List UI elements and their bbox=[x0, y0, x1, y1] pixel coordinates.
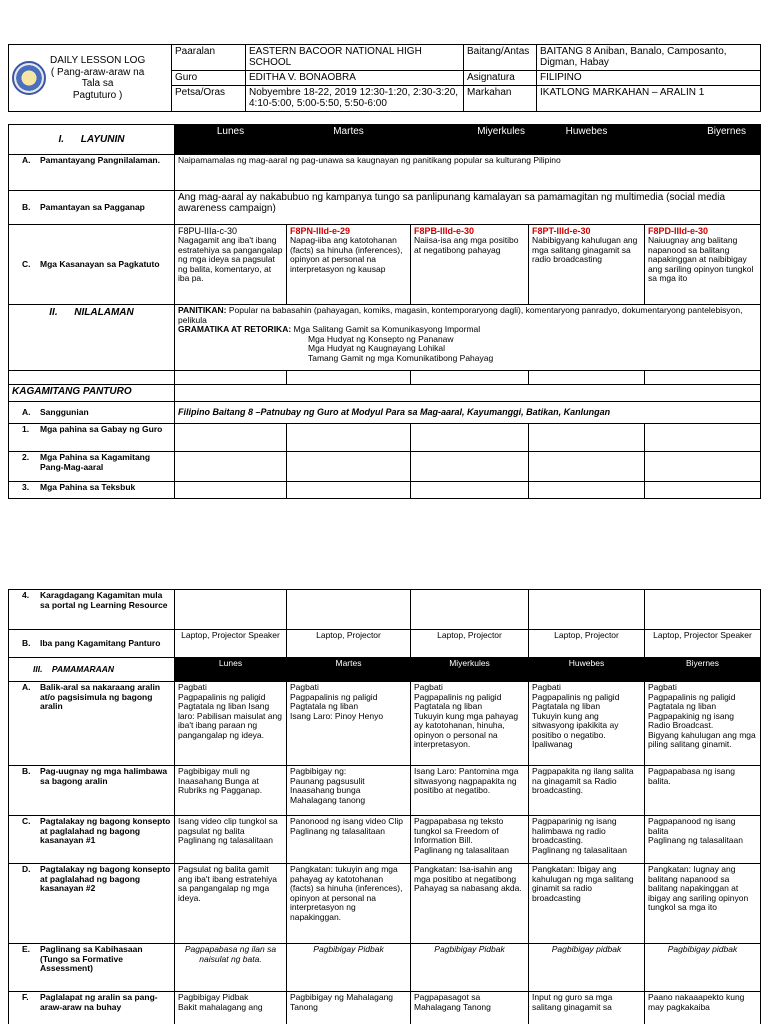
competency-text: Naiisa-isa ang mga positibo at negatibong pahayag bbox=[414, 235, 519, 255]
procedure-cell: Isang video clip tungkol sa pagsulat ng balita Paglinang ng talasalitaan bbox=[175, 816, 287, 864]
quarter-value: IKATLONG MARKAHAN – ARALIN 1 bbox=[537, 85, 761, 111]
paglinang-label bbox=[9, 944, 175, 992]
item-letter: F. bbox=[22, 992, 29, 1002]
empty-cell bbox=[287, 590, 411, 630]
procedure-cell: Pagbati Pagpapalinis ng paligid Pagtatala ng liban Pagpapakinig ng isang Radio Broadcast. Bigyang kahulugan ang mga piling salitang ginamit. bbox=[645, 682, 761, 766]
item-number: 4. bbox=[22, 590, 30, 600]
item-text: Mga pahina sa Gabay ng Guro bbox=[40, 424, 163, 434]
teacher-label: Guro bbox=[172, 71, 246, 86]
item-text: Iba pang Kagamitang Panturo bbox=[40, 637, 161, 648]
item-letter: C. bbox=[22, 816, 31, 826]
competency-code: F8PD-IIId-e-30 bbox=[648, 226, 709, 236]
empty-cell bbox=[175, 371, 287, 385]
item-letter: B. bbox=[22, 766, 31, 776]
procedure-cell: Isang Laro: Pantomina mga sitwasyong nagpapakita ng positibo at negatibo. bbox=[411, 766, 529, 816]
materials-biyernes: Laptop, Projector Speaker bbox=[645, 630, 761, 658]
iba-pang-kagamitan-label bbox=[9, 630, 175, 658]
procedure-cell: Pagbati Pagpapalinis ng paligid Pagtatala ng liban Isang Laro: Pinoy Henyo bbox=[287, 682, 411, 766]
day-header-miyerkules-2: Miyerkules bbox=[411, 658, 529, 682]
subject-label: Asignatura bbox=[464, 71, 537, 86]
section-pamamaraan bbox=[9, 658, 175, 682]
teksbuk-label bbox=[9, 482, 175, 499]
kagamitang-panturo-title: KAGAMITANG PANTURO bbox=[9, 385, 175, 402]
item-number: 1. bbox=[22, 424, 30, 434]
empty-cell bbox=[411, 452, 529, 482]
section-layunin-number: I. bbox=[58, 133, 65, 145]
gramatika-line-4: Tamang Gamit ng mga Komunikatibong Pahayag bbox=[308, 352, 494, 363]
procedure-cell: Pagbati Pagpapalinis ng paligid Pagtatala ng liban Tukuyin kung ang sitwasyong ipakikita ay positibo o negatibo. Ipaliwanag bbox=[529, 682, 645, 766]
empty-cell bbox=[175, 424, 287, 452]
procedure-cell: Pangkatan: tukuyin ang mga pahayag ay katotohanan (facts) sa hinuha (inferences), opinyon at personal na interpretasyon ng napakinggan. bbox=[287, 864, 411, 944]
procedure-cell: Pagbibigay muli ng Inaasahang Bunga at Rubriks ng Pagganap. bbox=[175, 766, 287, 816]
item-text: Paglalapat ng aralin sa pang-araw-araw na buhay bbox=[40, 992, 158, 1012]
teacher-value: EDITHA V. BONAOBRA bbox=[246, 71, 464, 86]
pamantayang-pangnilalaman-value: Naipamamalas ng mag-aaral ng pag-unawa sa kaugnayan ng panitikang popular sa kulturang Pilipino bbox=[175, 155, 761, 191]
item-letter: D. bbox=[22, 864, 31, 874]
empty-cell bbox=[175, 452, 287, 482]
procedure-cell: Paano nakaaapekto kung may pagkakaiba bbox=[645, 992, 761, 1024]
procedure-row-d bbox=[9, 864, 761, 944]
procedure-cell: Pagpaparinig ng isang halimbawa ng radio broadcasting. Paglinang ng talasalitaan bbox=[529, 816, 645, 864]
pamantayan-sa-pagganap-value: Ang mag-aaral ay nakabubuo ng kampanya tungo sa panlipunang kamalayan sa pamamagitan ng multimedia (social media awareness campaign) bbox=[175, 191, 761, 225]
empty-cell bbox=[529, 424, 645, 452]
school-label: Paaralan bbox=[172, 45, 246, 71]
competency-text: Nagagamit ang iba't ibang estratehiya sa pangangalap ng mga ideya sa pagsulat ng balita, komentaryo, at iba pa. bbox=[178, 235, 283, 284]
procedure-cell: Pagpapabasa ng isang balita. bbox=[645, 766, 761, 816]
lesson-table-page2 bbox=[8, 589, 761, 1024]
procedure-cell: Pagbibigay pidbak bbox=[645, 944, 761, 992]
kasanayan-lunes bbox=[175, 225, 287, 305]
kasanayan-miyerkules bbox=[411, 225, 529, 305]
section-pamamaraan-number: III. bbox=[33, 663, 43, 674]
empty-cell bbox=[645, 371, 761, 385]
procedure-cell: Pagbibigay ng: Paunang pagsusulit Inaasahang bunga Mahalagang tanong bbox=[287, 766, 411, 816]
item-number: 3. bbox=[22, 482, 30, 492]
nilalaman-value bbox=[175, 305, 761, 371]
competency-code: F8PU-IIIa-c-30 bbox=[178, 226, 238, 236]
section-nilalaman-number: II. bbox=[49, 307, 58, 318]
item-letter: B. bbox=[22, 201, 31, 212]
procedure-cell: Pagbati Pagpapalinis ng paligid Pagtatala ng liban Tukuyin kung mga pahayag ay katotohanan, hinuha, opinyon o personal na interpretasyon. bbox=[411, 682, 529, 766]
gramatika-line-3: Mga Hudyat ng Kaugnayang Lohikal bbox=[308, 343, 446, 354]
pamantayan-sa-pagganap-label bbox=[9, 191, 175, 225]
item-text: Sanggunian bbox=[40, 406, 89, 417]
procedure-cell: Input ng guro sa mga salitang ginagamit sa bbox=[529, 992, 645, 1024]
procedure-cell: Pangkatan: Iugnay ang balitang napanood sa balitang napakinggan at ibigay ang sariling opinyon tungkol sa mga ito bbox=[645, 864, 761, 944]
empty-cell bbox=[175, 590, 287, 630]
grade-label: Baitang/Antas bbox=[464, 45, 537, 71]
day-header-biyernes: Biyernes bbox=[645, 125, 761, 155]
item-letter: C. bbox=[22, 258, 31, 269]
section-layunin-title: LAYUNIN bbox=[80, 133, 125, 145]
kasanayan-biyernes bbox=[645, 225, 761, 305]
kasanayan-huwebes bbox=[529, 225, 645, 305]
materials-miyerkules: Laptop, Projector bbox=[411, 630, 529, 658]
item-letter: B. bbox=[22, 637, 31, 648]
day-header-miyerkules: Miyerkules bbox=[411, 125, 529, 155]
section-nilalaman-title: NILALAMAN bbox=[74, 307, 134, 318]
procedure-row-f bbox=[9, 992, 761, 1024]
section-pamamaraan-title: PAMAMARAAN bbox=[51, 663, 115, 674]
day-header-huwebes: Huwebes bbox=[529, 125, 645, 155]
procedure-cell: Pagbibigay Pidbak Bakit mahalagang ang bbox=[175, 992, 287, 1024]
procedure-cell: Pagbibigay ng Mahalagang Tanong bbox=[287, 992, 411, 1024]
section-layunin bbox=[9, 125, 175, 155]
item-text: Balik-aral sa nakaraang aralin at/o pagsisimula ng bagong aralin bbox=[40, 682, 161, 712]
procedure-cell: Pagbibigay pidbak bbox=[529, 944, 645, 992]
grade-value: BAITANG 8 Aniban, Banalo, Camposanto, Digman, Habay bbox=[537, 45, 761, 71]
materials-huwebes: Laptop, Projector bbox=[529, 630, 645, 658]
empty-cell bbox=[645, 424, 761, 452]
procedure-cell: Pagbati Pagpapalinis ng paligid Pagtatala ng liban Isang laro: Pabilisan maisulat ang iba't ibang paraan ng pangangalap ng ideya. bbox=[175, 682, 287, 766]
panitikan-text: Popular na babasahin (pahayagan, komiks, magasin, kontemporaryong dagli), komentaryong panradyo, dokumentaryong pantelebisyon, pelikula bbox=[178, 305, 743, 325]
procedure-row-e bbox=[9, 944, 761, 992]
item-letter: E. bbox=[22, 944, 31, 954]
balik-aral-label bbox=[9, 682, 175, 766]
materials-lunes: Laptop, Projector Speaker bbox=[175, 630, 287, 658]
log-subtitle-2: Tala sa bbox=[81, 78, 114, 89]
school-value: EASTERN BACOOR NATIONAL HIGH SCHOOL bbox=[246, 45, 464, 71]
procedure-cell: Pagsulat ng balita gamit ang iba't ibang estratehiya sa pangangalap ng mga ideya. bbox=[175, 864, 287, 944]
empty-cell bbox=[529, 590, 645, 630]
item-text: Pag-uugnay ng mga halimbawa sa bagong aralin bbox=[40, 766, 168, 786]
procedure-cell: Pagbibigay Pidbak bbox=[411, 944, 529, 992]
item-text: Mga Pahina sa Teksbuk bbox=[40, 482, 136, 492]
empty-cell bbox=[529, 482, 645, 499]
empty-cell bbox=[9, 371, 175, 385]
day-header-martes-2: Martes bbox=[287, 658, 411, 682]
item-letter: A. bbox=[22, 406, 31, 417]
header-table bbox=[8, 44, 761, 112]
empty-cell bbox=[411, 424, 529, 452]
gramatika-line-2: Mga Hudyat ng Konsepto ng Pananaw bbox=[308, 333, 454, 344]
subject-value: FILIPINO bbox=[537, 71, 761, 86]
competency-code: F8PT-IIId-e-30 bbox=[532, 226, 591, 236]
procedure-cell: Pangkatan: Ibigay ang kahulugan ng mga salitang ginamit sa radio broadcasting bbox=[529, 864, 645, 944]
gramatika-line-1: Mga Salitang Gamit sa Komunikasyong Impormal bbox=[291, 324, 481, 335]
sanggunian-label bbox=[9, 402, 175, 424]
item-text: Mga Kasanayan sa Pagkatuto bbox=[40, 258, 160, 269]
procedure-cell: Pagpapanood ng isang balita Paglinang ng talasalitaan bbox=[645, 816, 761, 864]
empty-cell bbox=[645, 452, 761, 482]
pagtalakay-1-label bbox=[9, 816, 175, 864]
log-subtitle-3: Pagtuturo ) bbox=[72, 89, 123, 101]
sanggunian-value: Filipino Baitang 8 –Patnubay ng Guro at Modyul Para sa Mag-aaral, Kayumanggi, Batikan, Kanlungan bbox=[175, 402, 761, 424]
empty-cell bbox=[411, 371, 529, 385]
competency-text: Nabibigyang kahulugan ang mga salitang ginagamit sa radio broadcasting bbox=[532, 235, 638, 265]
empty-cell bbox=[287, 452, 411, 482]
kagamitang-mag-aaral-label bbox=[9, 452, 175, 482]
karagdagang-kagamitan-label bbox=[9, 590, 175, 630]
competency-code: F8PN-IIId-e-29 bbox=[290, 226, 351, 236]
procedure-row-a bbox=[9, 682, 761, 766]
kasanayan-label bbox=[9, 225, 175, 305]
date-label: Petsa/Oras bbox=[172, 85, 246, 111]
item-text: Pamantayang Pangnilalaman. bbox=[40, 155, 160, 165]
competency-code: F8PB-IIId-e-30 bbox=[414, 226, 475, 236]
item-text: Karagdagang Kagamitan mula sa portal ng Learning Resource bbox=[40, 590, 168, 610]
procedure-cell: Pagpapasagot sa Mahalagang Tanong bbox=[411, 992, 529, 1024]
empty-cell bbox=[287, 371, 411, 385]
pamantayang-pangnilalaman-label bbox=[9, 155, 175, 191]
item-text: Paglinang sa Kabihasaan (Tungo sa Formative Assessment) bbox=[40, 944, 143, 974]
empty-cell bbox=[175, 385, 761, 402]
procedure-cell: Pagpapakita ng ilang salita na ginagamit sa Radio broadcasting. bbox=[529, 766, 645, 816]
item-text: Pamantayan sa Pagganap bbox=[40, 201, 145, 212]
gramatika-label: GRAMATIKA AT RETORIKA: bbox=[178, 324, 292, 335]
procedure-cell: Pagbibigay Pidbak bbox=[287, 944, 411, 992]
header-title-cell bbox=[9, 45, 172, 112]
item-text: Pagtalakay ng bagong konsepto at paglalahad ng bagong kasanayan #2 bbox=[40, 864, 171, 894]
competency-text: Naiuugnay ang balitang napanood sa balitang napakinggan at naibibigay ang sariling opinyon tungkol sa mga ito bbox=[648, 235, 754, 284]
item-letter: A. bbox=[22, 682, 31, 692]
pag-uugnay-label bbox=[9, 766, 175, 816]
empty-cell bbox=[411, 482, 529, 499]
log-subtitle-1: ( Pang-araw-araw na bbox=[50, 66, 145, 78]
item-number: 2. bbox=[22, 452, 30, 462]
kasanayan-martes bbox=[287, 225, 411, 305]
deped-seal-icon bbox=[12, 61, 46, 95]
procedure-cell: Pagpapabasa ng ilan sa naisulat ng bata. bbox=[175, 944, 287, 992]
procedure-cell: Pangkatan: Isa-isahin ang mga positibo at negatibong Pahayag sa nabasang akda. bbox=[411, 864, 529, 944]
procedure-row-b bbox=[9, 766, 761, 816]
materials-martes: Laptop, Projector bbox=[287, 630, 411, 658]
empty-cell bbox=[529, 371, 645, 385]
procedure-cell: Pagpapabasa ng teksto tungkol sa Freedom of Information Bill. Paglinang ng talasalitaan bbox=[411, 816, 529, 864]
log-title: DAILY LESSON LOG bbox=[50, 55, 146, 66]
empty-cell bbox=[287, 482, 411, 499]
gabay-guro-label bbox=[9, 424, 175, 452]
empty-cell bbox=[175, 482, 287, 499]
paglalapat-label bbox=[9, 992, 175, 1024]
item-letter: A. bbox=[22, 155, 31, 165]
section-nilalaman bbox=[9, 305, 175, 371]
procedure-row-c bbox=[9, 816, 761, 864]
empty-cell bbox=[645, 590, 761, 630]
item-text: Pagtalakay ng bagong konsepto at paglalahad ng bagong kasanayan #1 bbox=[40, 816, 171, 846]
procedure-cell: Panonood ng isang video Clip Paglinang ng talasalitaan bbox=[287, 816, 411, 864]
competency-text: Napag-iiba ang katotohanan (facts) sa hinuha (inferences), opinyon at personal na interpretasyon ng kausap bbox=[290, 235, 403, 274]
day-header-lunes: Lunes bbox=[175, 125, 287, 155]
item-text: Mga Pahina sa Kagamitang Pang-Mag-aaral bbox=[40, 452, 151, 472]
lesson-table-page1 bbox=[8, 124, 761, 499]
empty-cell bbox=[287, 424, 411, 452]
day-header-huwebes-2: Huwebes bbox=[529, 658, 645, 682]
quarter-label: Markahan bbox=[464, 85, 537, 111]
empty-cell bbox=[411, 590, 529, 630]
empty-cell bbox=[645, 482, 761, 499]
pagtalakay-2-label bbox=[9, 864, 175, 944]
date-value: Nobyembre 18-22, 2019 12:30-1:20, 2:30-3:20, 4:10-5:00, 5:00-5:50, 5:50-6:00 bbox=[246, 85, 464, 111]
day-header-martes: Martes bbox=[287, 125, 411, 155]
day-header-lunes-2: Lunes bbox=[175, 658, 287, 682]
day-header-biyernes-2: Biyernes bbox=[645, 658, 761, 682]
empty-cell bbox=[529, 452, 645, 482]
panitikan-label: PANITIKAN: bbox=[178, 305, 227, 315]
